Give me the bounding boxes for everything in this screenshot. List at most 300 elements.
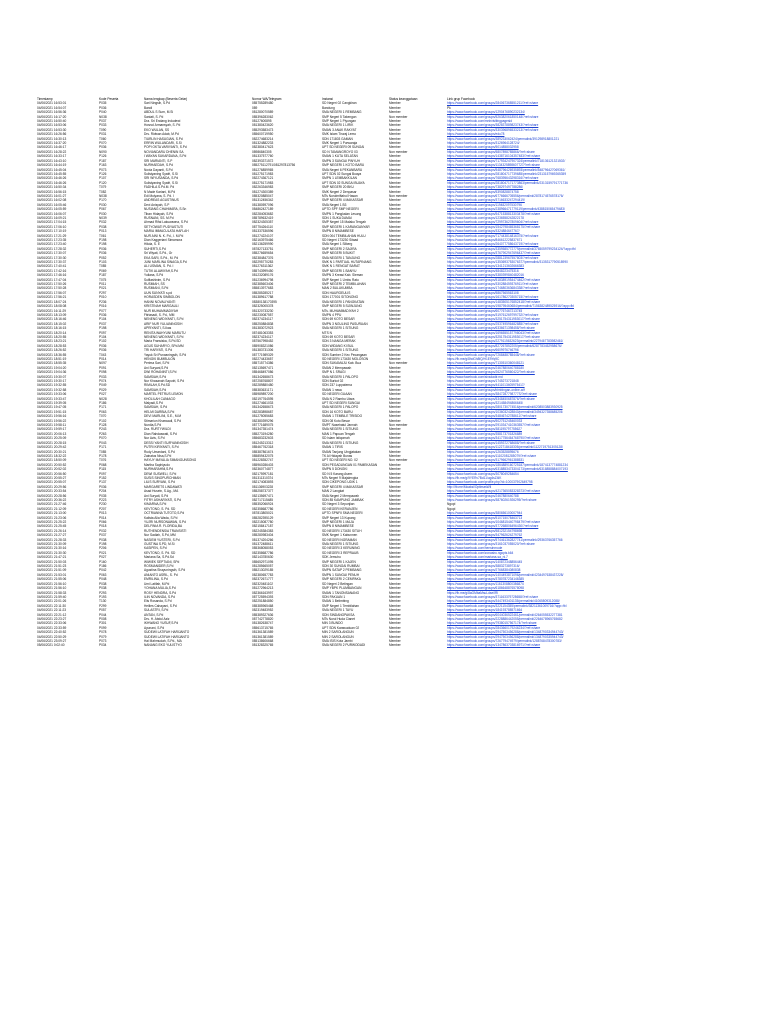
cell-nama: Nurdia,S.Pd (144, 423, 162, 428)
cell-nomor-wa: 085789632419 (252, 215, 274, 220)
cell-status: Member (389, 625, 401, 630)
cell-nomor-wa: 082295770283 (252, 260, 274, 265)
facebook-group-link[interactable]: https://www.facebook.com/groups/6336671398458/?ref=share (447, 326, 535, 331)
facebook-group-link[interactable]: https://www.facebook.com/groups/371163379728658/?ref=share (447, 594, 539, 599)
cell-status: Member (389, 163, 401, 168)
facebook-group-link[interactable]: https://www.facebook.com/groups/6044036522461/permalink/4264055532277381 (447, 612, 563, 617)
cell-nomor-wa: 082374234117 (252, 334, 274, 339)
cell-nama: NUR AINI N. K. Pd., I. M.Pd (144, 233, 184, 238)
facebook-group-link[interactable]: https://www.facebook.com/groups/6186648876578098 (447, 586, 524, 591)
cell-timestamp: 04/06/2021 16:05:59 (37, 207, 67, 212)
cell-timestamp: 04/06/2021 16:43:10 (37, 158, 67, 163)
facebook-group-link[interactable]: https://www.facebook.com/groups/319761269799732/?ref=share (447, 312, 539, 317)
cell-kode-peserta: P036 (99, 348, 107, 353)
facebook-group-link[interactable]: https://www.facebook.com/groups/2467880640788 (447, 493, 519, 498)
cell-nama: UUN SUNYATI s.pd (144, 290, 173, 295)
facebook-group-link[interactable]: https://www.facebook.com/groups/161786270305715/?ref=share (447, 295, 539, 300)
cell-nomor-wa: 081276859965 (252, 167, 274, 172)
cell-timestamp: 04/06/2021 21:30:09 (37, 542, 67, 547)
cell-kode-peserta: P027 (99, 555, 107, 560)
cell-instansi: SD Negeri 3 Sepunjian (322, 502, 355, 507)
cell-timestamp: 03/06/2021 16:11:29 (37, 308, 67, 313)
facebook-group-link[interactable]: https://www.facebook.com/hensinmode (447, 546, 503, 551)
facebook-group-link[interactable]: https://www.facebook.com/groups/3417756464768790/?ref=share (447, 436, 541, 441)
cell-instansi: UPT SDN 02 SUNGAI BUAYA (322, 180, 365, 185)
cell-nama: YOHANA MULIA,S.Pd (144, 586, 176, 591)
cell-timestamp: 04/06/2021 21:51:09 (37, 568, 67, 573)
cell-nama: NASIEM YUSTERI, S.Pd (144, 537, 180, 542)
cell-nama: Perima Sari, S.Pd (144, 361, 170, 366)
facebook-group-link[interactable]: https://www.facebook.com/groups/768395643298316/?ref=share (447, 176, 539, 181)
cell-timestamp: 04/06/2021 16:02:08 (37, 198, 67, 203)
cell-instansi: UPT SD NEGERI NO. 02 (322, 458, 358, 463)
cell-kode-peserta: P042 (99, 568, 107, 573)
facebook-group-link[interactable]: https://www.facebook.com/groups/3221154355/permalink/38211361009716/?app=fbl (447, 603, 567, 608)
facebook-group-link[interactable]: https://www.facebook.com/groups/846612225837671 (447, 238, 523, 242)
cell-timestamp: 04/06/2021 21:55:06 (37, 577, 67, 582)
cell-nama: Ahmad Rifai Lakuwawna, S.Pd (144, 220, 188, 225)
cell-status: Member (389, 154, 401, 159)
facebook-group-link[interactable]: https://www.facebook.com/groups/6318853473304173/permalink/6318858884007193 (447, 467, 568, 472)
cell-instansi: SMA ISIS Kota Jambi (322, 638, 353, 643)
facebook-group-link[interactable]: https://www.facebook.com/groups/4848223475316 (447, 268, 519, 273)
cell-nomor-wa: 081383731306 (252, 348, 274, 353)
facebook-group-link[interactable]: https://www.facebook.com/groups/3078049284654 (447, 471, 519, 476)
facebook-group-link[interactable]: https://www.facebook.com/groups/2947503456288/permalink/1348790334944743/ (447, 630, 564, 635)
cell-instansi: SMA NEGERI 1 PALOPO (322, 374, 359, 379)
cell-status: Member (389, 489, 401, 494)
facebook-group-link[interactable]: https://www.facebook.com/groups/2801730774516/permalink/6208503883930925 (447, 405, 563, 410)
cell-nama: I WAYAN SUKARDANA, S.Pd (144, 154, 187, 159)
facebook-group-link[interactable]: https://www.facebook.com/groups/281804717739685/permalink/2313157969265359 (447, 171, 567, 176)
cell-instansi: SD NEGERI KERANJEN (322, 506, 358, 511)
cell-timestamp: 04/06/2021 18:20:55 (37, 334, 67, 339)
cell-status: Member (389, 374, 401, 379)
facebook-group-link[interactable]: https://www.facebook.com/groups/1161308800386874 (447, 581, 524, 586)
cell-instansi: SD NEGERI 3 REPRAUB (322, 550, 359, 555)
facebook-group-link[interactable]: https://www.facebook.com/groups/581232154798698 (447, 528, 523, 533)
facebook-group-link[interactable]: https://www.facebook.com/groups/38760261926295/?ref=share (447, 497, 537, 502)
cell-nama: NANANG EKO YULISTYO (144, 643, 182, 648)
cell-kode-peserta: P078 (99, 630, 107, 635)
facebook-group-link[interactable]: https://www.facebook.com/groups/140872348856445 (447, 559, 523, 564)
facebook-group-link[interactable]: https://www.facebook.com/groups/288123967557803/?ref=share (447, 255, 539, 260)
facebook-group-link[interactable]: https://www.facebook.com/profile.php?id=100037902649798 (447, 480, 533, 485)
cell-nama: Yuliana, S.Pd (144, 273, 164, 278)
facebook-group-link[interactable]: https://www.facebook.com/groups/4217365083328373/?ref=share (447, 489, 541, 494)
cell-status: Member (389, 334, 401, 339)
cell-instansi: SMPT Nasehatul Jannah (322, 423, 358, 428)
facebook-group-link[interactable]: https://www.facebook.com/groups/3780787234146385 (447, 577, 524, 582)
cell-instansi: SDN 16 KOTO BARU (322, 409, 353, 414)
cell-timestamp: 04/06/2021 20:55:27 (37, 475, 67, 480)
cell-status: Member (389, 379, 401, 383)
facebook-group-link[interactable]: https://www.facebook.com/groups/2624776560422/?ref=share (447, 370, 535, 375)
cell-instansi: SMPN 1 SUNGAI PENUH (322, 572, 360, 577)
cell-kode-peserta: P049 (99, 383, 107, 388)
facebook-group-link[interactable]: https://www.facebook.com/groups/3767902947696437/?ref=share (447, 251, 541, 256)
facebook-group-link[interactable]: https://www.facebook.com/groups/264077758643719/?ref=share (447, 242, 539, 247)
facebook-group-link[interactable]: https://www.facebook.com/groups/2843660179246234/?ref=share (447, 625, 541, 630)
facebook-group-link[interactable]: https://www.facebook.com/groups/548796426935893/permalink/548796427069361/ (447, 167, 566, 172)
cell-nomor-wa: 082175997181 (252, 471, 274, 476)
cell-status: Member (389, 282, 401, 287)
cell-nomor-wa: 082274433657 (252, 356, 274, 361)
facebook-group-link[interactable]: https://www.facebook.com/groups/3161037055020/?ref=share (447, 542, 535, 547)
cell-status: Non member (389, 149, 408, 154)
cell-nama: ALI USMAN, S. Pd. I (144, 264, 174, 269)
facebook-group-link[interactable]: https://www.facebook.com/groups/3179662961388531 (447, 458, 524, 463)
facebook-group-link[interactable]: https://www.facebook.com/groups/321458494866645/ (447, 401, 524, 406)
cell-nomor-wa: 085468497086 (252, 370, 274, 375)
cell-nama: Nur Azis, S.Pd (144, 436, 165, 441)
cell-status: Member (389, 295, 401, 300)
cell-timestamp: 04/06/2021 18:51:19 (37, 356, 67, 361)
cell-nomor-wa: 081382638747 (252, 621, 274, 626)
facebook-group-link[interactable]: https://www.facebook.com/groups/253749596482885/?ref=share (447, 321, 539, 326)
cell-kode-peserta: P120 (99, 180, 107, 185)
cell-timestamp: 04/06/2021 16:17:20 (37, 114, 67, 119)
cell-timestamp: 04/06/2021 18:28:53 (37, 343, 67, 348)
facebook-group-link[interactable]: https://www.facebook.com/groups/184193788571664 (447, 608, 523, 613)
facebook-group-link[interactable]: https://www.facebook.com/groups/5807898785866/?ref=share (447, 149, 535, 154)
facebook-group-link[interactable]: https://www.facebook.com/groups/1864889160725187/permalink/1874137774881234 (447, 462, 568, 467)
facebook-group-link[interactable]: https://www.facebook.com/groups/377268806496430/?ref=share (447, 524, 539, 529)
cell-nomor-wa: 087771689075 (252, 423, 274, 428)
cell-instansi: SMP N 1 SRAGI (322, 370, 346, 375)
cell-instansi: SMAN 1 KUTA SELATAN (322, 154, 358, 159)
cell-instansi: SDN PAKUAN 1 (322, 594, 346, 599)
cell-instansi: SMA Negeri 2 Mempawah (322, 493, 360, 498)
facebook-group-link[interactable]: https://www.facebook.com/groups/330288459376911/?ref=share (447, 282, 539, 287)
facebook-group-link[interactable]: https://www.facebook.com/groups/1341213602666383 (447, 264, 524, 269)
facebook-group-link[interactable]: https://www.facebook.com/groups/6609976746796 (447, 348, 519, 353)
facebook-group-link[interactable]: https://www.facebook.com/groups/1036032428840/permalink/3494327358685206 (447, 409, 563, 414)
cell-kode-peserta: P207 (99, 506, 107, 511)
facebook-group-link[interactable]: https://www.facebook.com/groups/2228886442055/permalink/2264678965765682 (447, 616, 563, 621)
facebook-group-link[interactable]: https://www.facebook.com/groups/7130510360048121 (447, 361, 524, 366)
cell-instansi: SMAN 1 TANONSANANG (322, 590, 360, 595)
facebook-group-link[interactable]: https://www.facebook.com/groups/726779474979/permalink/1288768478300783/ (447, 638, 562, 643)
facebook-group-link[interactable]: https://fb.me/g/9YERv7Bd11/ug4sZ4iK (447, 475, 502, 480)
cell-instansi: SDN 3 NANGA MERAK (322, 339, 356, 344)
cell-timestamp: 03/06/2021 19:04:36 (37, 370, 67, 375)
cell-kode-peserta: P038 (99, 581, 107, 586)
cell-timestamp: 04/06/2021 19:39:05 (37, 401, 67, 406)
cell-nomor-wa: 082717115485 (252, 497, 274, 502)
cell-instansi: SDN 171803 GAMAN (322, 136, 353, 141)
cell-nomor-wa: 082163975466 (252, 238, 274, 242)
facebook-group-link[interactable]: https://www.facebook.com/groups/1353693753076377/permalink/3135317790518990 (447, 260, 568, 265)
facebook-group-link[interactable]: https://www.facebook.com/groups/1404493871096/permalink/4234497638437228/ (447, 572, 564, 577)
cell-nama: DWI ROHANINTI,S.Pd (144, 370, 177, 375)
facebook-group-link[interactable]: https://www.facebook.com/groups/2818047171773863/permalink/2313159791771736 (447, 180, 568, 185)
cell-kode-peserta: P033 (99, 123, 107, 128)
cell-status: Member (389, 101, 401, 106)
cell-kode-peserta: P160 (99, 559, 107, 564)
facebook-group-link[interactable]: https://www.facebook.com/groups/1046815440798479/?ref=share (447, 520, 541, 524)
cell-kode-peserta: P014 (99, 356, 107, 361)
cell-status: Member (389, 255, 401, 260)
facebook-group-link[interactable]: https://www.facebook.com/groups/3883273897316/ (447, 564, 520, 569)
cell-kode-peserta: P018 (99, 524, 107, 529)
cell-nama: SRI WIYUSANDA, S.Pd (144, 176, 179, 181)
facebook-group-link[interactable]: https://www.facebook.com/groups/717934247907324/permalink/718136121321502/ (447, 158, 566, 163)
cell-status: Member (389, 542, 401, 547)
facebook-group-link[interactable]: https://www.facebook.com/groups/6776666705556/permalink/2878174576578176/ (447, 193, 564, 198)
facebook-group-link[interactable]: https://www.facebook.com/groups/2910347410363557/?ref=share (447, 423, 541, 428)
facebook-group-link[interactable]: https://www.facebook.com/groups/1263528895676 (447, 449, 519, 454)
facebook-group-link[interactable]: https://www.facebook.com/mariana-sa_ni.7 (447, 555, 508, 560)
cell-nomor-wa: 082274367121 (252, 176, 274, 181)
facebook-group-link[interactable]: https://www.facebook.com/groups/381195797755627 (447, 427, 522, 432)
cell-instansi: SMAN 1 Belimbing (322, 599, 349, 604)
cell-status: Member (389, 396, 401, 401)
facebook-group-link[interactable]: https://www.facebook.com/groups/358173701826889 (447, 431, 523, 436)
cell-status: Member (389, 202, 401, 207)
cell-nomor-wa: 081320733230 (252, 308, 274, 313)
facebook-group-link[interactable]: https://www.facebook.com/groups/79380157567174/?ref=share (447, 621, 537, 626)
cell-kode-peserta: P126 (99, 171, 107, 176)
facebook-group-link[interactable]: https://www.facebook.com/groups/1745273721848 (447, 379, 519, 383)
cell-instansi: SMPN 3 SUNGAI PINYUH (322, 158, 360, 163)
cell-nama: NUSIANG CHAHMARA, S.Sn (144, 207, 187, 212)
facebook-group-link[interactable]: https://www.facebook.com/groups/119482097530796 (447, 202, 522, 207)
cell-nama: Saniati, S. Pd (144, 114, 164, 119)
cell-nama: Nur Khasanah Saputri, S.Pd (144, 379, 185, 383)
cell-instansi: SMP NEGERI 4 MAKASSAR (322, 484, 364, 489)
facebook-group-link[interactable]: https://www.facebook.com/groups/174680363684338/?ref=share (447, 286, 539, 291)
cell-nama: ANTAN, S.Pd (144, 612, 164, 617)
cell-instansi: UPT SDN Karawuduan 02 (322, 625, 360, 630)
facebook-group-link[interactable]: https://www.facebook.com/groups/3847287798777S/?ref=share (447, 392, 537, 397)
cell-instansi: SMA Negeri 6 PEKANBARU (322, 167, 363, 172)
cell-nomor-wa: 082197764595 (252, 396, 274, 401)
facebook-group-link[interactable]: https://fb.me/g/8hdGh8fQ/H1E9Yq9C (447, 356, 500, 361)
cell-nama: Dian Kaggeriani Simamora (144, 238, 183, 242)
facebook-group-link[interactable]: https://www.facebook.com/groups/bimbingan-online-wlf (447, 387, 525, 392)
cell-timestamp: 04/06/2021 19:33:47 (37, 396, 67, 401)
facebook-group-link[interactable]: https://www.facebook.com/groups/1347863703816971/?ref=share (447, 643, 541, 648)
cell-link-text: Ngopi (447, 502, 456, 507)
cell-kode-peserta: P008 (99, 616, 107, 621)
cell-nama: SAMSIAH,S.Pd (144, 387, 167, 392)
facebook-group-link[interactable]: https://www.facebook.com/groups/5390828874758 (447, 189, 519, 194)
cell-nomor-wa: 087567998452 (252, 339, 274, 344)
cell-kode-peserta: P038 (99, 586, 107, 591)
cell-nama: HAYUY MAYALIA SIMANGUNSONG (144, 458, 197, 463)
facebook-group-link[interactable]: https://www.facebook.com/groups/1542798465368175/?ref=share (447, 224, 541, 229)
cell-nomor-wa: 081136903228 (252, 484, 274, 489)
cell-timestamp: 04/06/2021 21:58:33 (37, 590, 67, 595)
cell-nama: DESSI YANTI SURYANINGSIH (144, 440, 189, 445)
facebook-group-link[interactable]: https://www.facebook.com/groups/330396896533213/?ref=share (447, 127, 539, 132)
cell-nomor-wa: 082136259990 (252, 242, 274, 247)
facebook-group-link[interactable]: https://www.facebook.com/groups/238966471779119/permalink/438815065479483/ (447, 207, 565, 212)
cell-nama: EMRILINA, S.Pd (144, 577, 168, 582)
facebook-group-link[interactable]: https://www.facebook.com/groups/edu78 (447, 132, 505, 137)
cell-nomor-wa: 087827133751 (252, 246, 274, 251)
cell-nama: OCTRIANNA TUTOTO,S.Pd (144, 511, 185, 516)
facebook-group-link[interactable]: https://www.facebook.com/groups/502751245460033 (447, 418, 523, 423)
facebook-group-link[interactable]: https://www.facebook.com/groups/3359585772779/permalink/3765059799234124/?app=fbl (447, 246, 576, 251)
cell-nama: ANIANTO ASRIL, S. Pd (144, 572, 178, 577)
facebook-group-link[interactable]: https://www.facebook.com/groups/7268488785448/?ref=share (447, 352, 535, 357)
cell-nama: DEVI MARLINI, S.E., M.M (144, 414, 182, 419)
facebook-group-link[interactable]: https://www.facebook.com/zonasiru.ngopis.k64 (447, 550, 514, 555)
cell-instansi: SDN 1 SUKA DAMAI (322, 215, 352, 220)
facebook-group-link[interactable]: https://www.facebook.com/groups/27668384080838 (447, 568, 521, 573)
cell-nomor-wa: 082358687786 (252, 550, 274, 555)
facebook-group-link[interactable]: https://www.facebook.com/groups/729973627809604/?ref=share (447, 220, 539, 225)
cell-timestamp: 04/06/2021 16:46:17 (37, 145, 67, 150)
cell-kode-peserta: P263 (99, 431, 107, 436)
facebook-group-link[interactable]: https://www.facebook.com/groups/389233062424/permalink/391298918801221 (447, 136, 559, 141)
facebook-group-link[interactable]: https://www.facebook.com/groups/607767467213745 (447, 308, 523, 313)
cell-instansi: SMP NEGERI 1 KOTO BARU (322, 163, 365, 168)
cell-nomor-wa: 085600719950 (252, 132, 274, 137)
facebook-group-link[interactable]: https://www.facebook.com/groups/11102081285079/?ref=share (447, 453, 537, 458)
facebook-group-link[interactable]: http://fb.me/Moaksi/OptimasWil (447, 484, 492, 489)
cell-kode-peserta: P044 (99, 612, 107, 617)
cell-timestamp: 04/06/2021 16:37:20 (37, 141, 67, 146)
facebook-group-link[interactable]: https://www.facebook.com/groups/1134325898607727/?ref=share (447, 163, 540, 168)
facebook-group-link[interactable]: https://www.facebook.com/groups/2467880640788180 (447, 365, 524, 370)
facebook-group-link[interactable]: https://www.facebook.com/groups/5014858032958 (447, 145, 519, 150)
cell-nama: Drs. H. Abdul Aziz (144, 616, 170, 621)
facebook-group-link[interactable]: https://www.facebook.com/groups/1696555157798043/?ref=share (447, 330, 541, 335)
cell-instansi: SDK Jemuhu (322, 555, 341, 560)
cell-nomor-wa: 081328325765 (252, 643, 274, 648)
facebook-group-link[interactable]: https://www.facebook.com/groups/1438716104357483/?ref=share (447, 154, 541, 159)
cell-instansi: SD N TAMANGROYO 03 (322, 149, 358, 154)
cell-nama: Ayunani, S.Pd (144, 625, 165, 630)
facebook-group-link[interactable]: https://www.facebook.com/mnhvisitingpagesid (447, 119, 513, 124)
facebook-group-link[interactable]: https://www.facebook.com/groups/380656100007944 (447, 511, 523, 516)
cell-timestamp: 04/06/2021 17:06:10 (37, 224, 67, 229)
cell-nama: ILIN NOVANDA, S.Pd (144, 594, 175, 599)
cell-timestamp: 04/06/2021 16:44:19 (37, 163, 67, 168)
cell-timestamp: 04/06/2021 16:01:27 (37, 193, 67, 198)
facebook-group-link[interactable]: https://www.facebook.com/groups/2947503456288/permalink/1348790335944743/ (447, 634, 564, 639)
cell-status: Member (389, 233, 401, 238)
cell-nomor-wa: 087771989329 (252, 352, 274, 357)
cell-kode-peserta: N038 (99, 114, 107, 119)
cell-kode-peserta: P104 (99, 334, 107, 339)
facebook-group-link[interactable]: https://www.facebook.com/groups/4411013405975417/ (447, 383, 525, 388)
facebook-group-link[interactable]: https://www.facebook.com/groups/5471538813303478/?ref=share (447, 211, 541, 216)
facebook-group-link[interactable]: https://www.facebook.com/groups/717443814816375/?ref=share (447, 233, 539, 238)
cell-nomor-wa: 081275171983 (252, 180, 274, 185)
facebook-group-link[interactable]: https://www.facebook.com/groups/1236558242822178 (447, 215, 524, 220)
cell-nomor-wa: 081380423620 (252, 123, 274, 128)
cell-timestamp: 04/06/2021 21:13:00 (37, 511, 67, 516)
facebook-group-link[interactable]: https://www.facebook.com/groups/574461362827741/permalink/29363766357766 (447, 537, 563, 542)
facebook-group-link[interactable]: https://www.facebook.com/groups/3126964128724/ (447, 141, 520, 146)
cell-timestamp: 04/06/2021 17:40:41 (37, 264, 67, 269)
cell-kode-peserta: P128 (99, 423, 107, 428)
facebook-group-link[interactable]: https://www.facebook.com/groups/3716633247294419/ (447, 198, 525, 203)
facebook-group-link[interactable]: https://www.facebook.com/groups/738297497788286/ (447, 185, 524, 190)
cell-instansi: SMPN 8 NIMAMBESE (322, 229, 354, 234)
cell-timestamp: 04/06/2021 17:56:07 (37, 290, 67, 295)
facebook-group-link[interactable]: https://www.facebook.com/groups/382837889823743/?ref=share (447, 123, 539, 128)
cell-nama: Novia Dayanti, S.Pd (144, 167, 173, 172)
cell-nama: RIMILAH,S.Pd.SD (144, 383, 171, 388)
cell-nomor-wa: 082263346983 (252, 185, 274, 190)
cell-kode-peserta: P097 (99, 471, 107, 476)
facebook-group-link[interactable]: https://www.facebook.com/groups/3447493401135/permalink/41065809312088/ (447, 599, 560, 604)
cell-kode-peserta: P016 (99, 304, 107, 309)
header-link: Link grup Facebook (447, 97, 475, 101)
cell-nama: Devi Anisyah, S.P (144, 202, 170, 207)
facebook-group-link[interactable]: https://www.facebook.com/groups/347962624279762 (447, 533, 523, 538)
facebook-group-link[interactable]: https://www.facebook.com/groups/1459372768688/?ref=share (447, 440, 535, 445)
facebook-group-link[interactable]: https://www.facebook.com/groups/3251754311953017/?ref=share (447, 334, 540, 339)
cell-timestamp: 04/06/2021 16:56:15 (37, 189, 67, 194)
cell-timestamp: 04/06/2021 18:26:52 (37, 348, 67, 353)
cell-instansi: SD Islam Istiqomah (322, 436, 350, 441)
cell-status: Member (389, 273, 401, 278)
facebook-group-link[interactable]: https://www.facebook.com/groups/2279115632623/permalink/2279467783982461/ (447, 339, 564, 344)
cell-nomor-wa: 082393371572 (252, 158, 274, 163)
cell-timestamp: 04/06/2021 21:28:33 (37, 537, 67, 542)
facebook-group-link[interactable]: https://www.facebook.com/sivsdadir.md (447, 374, 503, 379)
facebook-group-link[interactable]: https://www.facebook.com/groups/3251754311953017/?ref=share (447, 317, 540, 322)
cell-kode-peserta: P102 (99, 418, 107, 423)
cell-timestamp: 04/06/2021 18:20:14 (37, 330, 67, 335)
facebook-group-link[interactable]: https://www.facebook.com/groups/34846742788611/?ref=share (447, 414, 537, 419)
facebook-group-link[interactable]: https://www.facebook.com/groups/5183891954474462/?ref=share (447, 277, 541, 282)
facebook-group-link[interactable]: https://www.facebook.com/groups/1290476890232134/ (447, 110, 525, 115)
cell-kode-peserta: P091 (99, 365, 107, 370)
cell-status: Member (389, 520, 401, 524)
facebook-group-link[interactable]: https://www.facebook.com/groups/510715078463713 (447, 515, 523, 520)
facebook-group-link[interactable]: https://www.facebook.com/groups/1483505176852418/?ref=share (447, 299, 541, 304)
cell-instansi: SMP NEGERI 5 BUKIT (322, 251, 355, 256)
facebook-group-link[interactable]: https://www.facebook.com/groups/526382061850148/?ref=share (447, 114, 539, 119)
cell-nomor-wa: 082380657783 (252, 572, 274, 577)
facebook-group-link[interactable]: https://www.facebook.com/groups/284067368551211/?ref=share (447, 101, 539, 106)
cell-timestamp: 04/06/2021 19:56:22 (37, 418, 67, 423)
cell-kode-peserta: P077 (99, 308, 107, 313)
cell-instansi: SMA NEGERI 1 LIRIK (322, 123, 354, 128)
facebook-group-link[interactable]: https://www.facebook.com/groups/198795460684/permalink/7156382489525916/?app=fbl (447, 304, 574, 309)
facebook-group-link[interactable]: https://www.facebook.com/groups/3324884647767/ (447, 229, 520, 234)
cell-nama: Elis Rosanda, S.Pd (144, 599, 172, 604)
facebook-group-link[interactable]: https://www.facebook.com/groups/1122718418305/permalink/1122719751305128/ (447, 445, 563, 450)
cell-nama: Yayuk Sri Purwaningsih, S.Pd (144, 352, 187, 357)
facebook-group-link[interactable]: https://fb.me/g/8aGMbaMsuLdse/IRI (447, 590, 499, 595)
cell-nama: LILIS SURYANI, S.Pd (144, 480, 175, 485)
cell-kode-peserta: N097 (99, 361, 107, 366)
cell-nomor-wa: 087813805021 (252, 511, 274, 516)
cell-nomor-wa: 081347351474 (252, 427, 274, 432)
cell-instansi: SMA NEGERI 1 SITIUNG (322, 440, 359, 445)
cell-status: Member (389, 555, 401, 560)
facebook-group-link[interactable]: https://www.facebook.com/groups/5348450687876/?ref=share (447, 396, 535, 401)
cell-timestamp: 04/06/2021 16:45:04 (37, 167, 67, 172)
facebook-group-link[interactable]: https://www.facebook.com/groups/827267852205/permalink/6287783452958676/ (447, 343, 562, 348)
cell-nomor-wa: 085320885047 (252, 193, 274, 198)
cell-nama: Bandi (144, 105, 153, 110)
cell-kode-peserta: T076 (99, 458, 107, 463)
facebook-group-link[interactable]: https://www.facebook.com/groups/5867565563108 (447, 290, 519, 295)
facebook-group-link[interactable]: https://www.facebook.com/groups/3380399840482016 (447, 273, 524, 278)
cell-status: Member (389, 198, 401, 203)
cell-kode-peserta: P021 (99, 550, 107, 555)
cell-nomor-wa: 082366163997 (252, 590, 274, 595)
